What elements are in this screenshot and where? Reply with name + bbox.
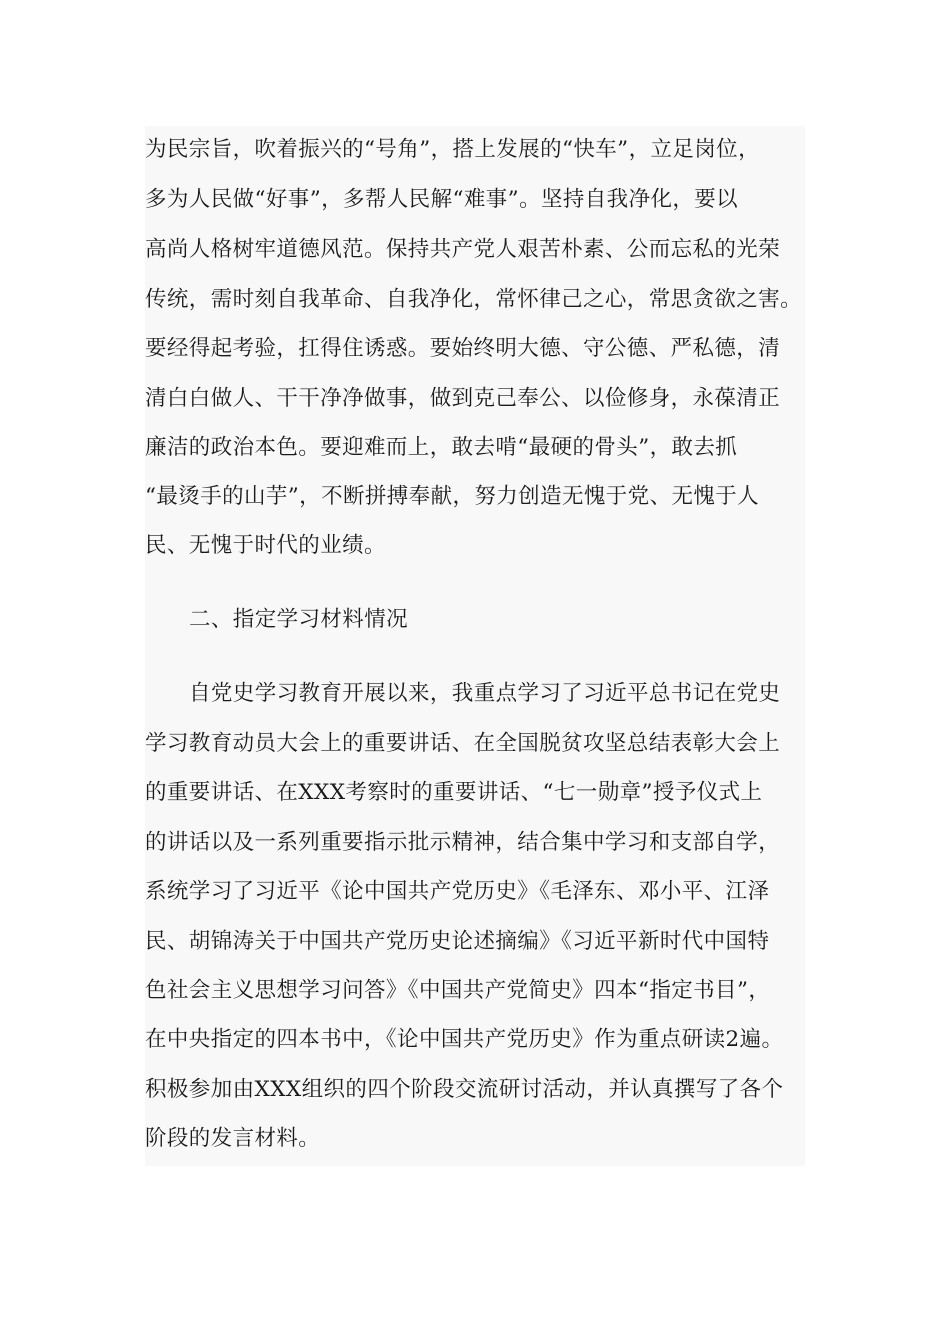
paragraph-line: 色社会主义思想学习问答》《中国共产党简史》四本“指定书目”， — [145, 978, 771, 1003]
paragraph-line: 要经得起考验，扛得住诱惑。要始终明大德、守公德、严私德，清 — [145, 336, 781, 361]
paragraph-line: 民、胡锦涛关于中国共产党历史论述摘编》《习近平新时代中国特 — [145, 929, 770, 954]
paragraph-line: 自党史学习教育开展以来，我重点学习了习近平总书记在党史 — [189, 681, 781, 706]
paragraph-line: 廉洁的政治本色。要迎难而上，敢去啃“最硬的骨头”，敢去抓 — [145, 435, 738, 460]
section-heading: 二、指定学习材料情况 — [189, 607, 409, 632]
paragraph-line: “最烫手的山芋”，不断拼搏奉献，努力创造无愧于党、无愧于人 — [145, 484, 760, 509]
paragraph-line: 多为人民做“好事”，多帮人民解“难事”。坚持自我净化，要以 — [145, 187, 739, 212]
paragraph-line: 为民宗旨，吹着振兴的“号角”，搭上发展的“快车”，立足岗位， — [145, 137, 760, 162]
paragraph-line: 传统，需时刻自我革命、自我净化，常怀律己之心，常思贪欲之害。 — [145, 287, 803, 312]
paragraph-line: 的重要讲话、在XXX考察时的重要讲话、“七一勋章”授予仪式上 — [145, 780, 763, 805]
paragraph-line: 系统学习了习近平《论中国共产党历史》《毛泽东、邓小平、江泽 — [145, 879, 770, 904]
paragraph-line: 高尚人格树牢道德风范。保持共产党人艰苦朴素、公而忘私的光荣 — [145, 237, 781, 262]
paragraph-line: 在中央指定的四本书中，《论中国共产党历史》作为重点研读2遍。 — [145, 1027, 784, 1052]
paragraph-line: 积极参加由XXX组织的四个阶段交流研讨活动，并认真撰写了各个 — [145, 1077, 784, 1102]
paragraph-line: 民、无愧于时代的业绩。 — [145, 533, 386, 558]
paragraph-line: 清白白做人、干干净净做事，做到克己奉公、以俭修身，永葆清正 — [145, 386, 781, 411]
paragraph-line: 学习教育动员大会上的重要讲话、在全国脱贫攻坚总结表彰大会上 — [145, 731, 781, 756]
paragraph-line: 阶段的发言材料。 — [145, 1126, 321, 1151]
paragraph-line: 的讲话以及一系列重要指示批示精神，结合集中学习和支部自学， — [145, 830, 781, 855]
text-block-background — [145, 126, 805, 1166]
